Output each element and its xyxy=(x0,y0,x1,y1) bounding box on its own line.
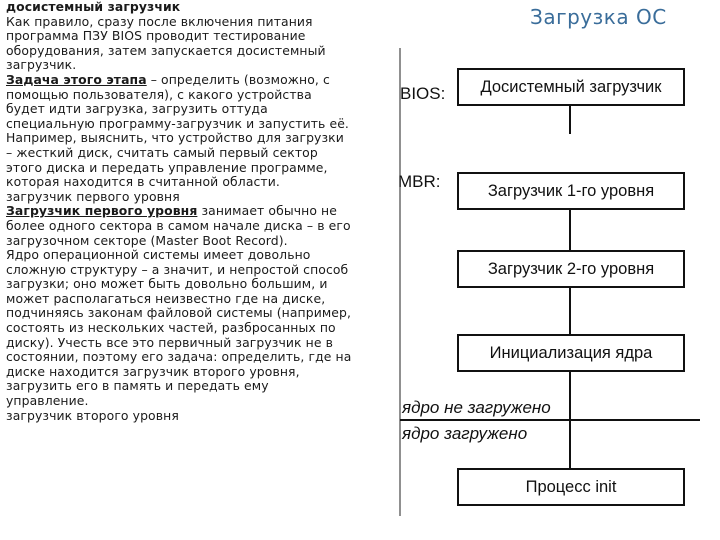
note-kernel-loaded: ядро загружено xyxy=(402,424,528,443)
note-kernel-not-loaded: ядро не загружено xyxy=(402,398,551,417)
text-column xyxy=(6,0,354,423)
paragraph-stage-task xyxy=(6,73,354,190)
paragraph-first-level xyxy=(6,204,354,248)
first-level-rest: занимает обычно не более одного сектора в самом начале диска – в его загрузочном секторе (Master Boot Record). xyxy=(6,203,351,248)
subheading-second-level: загрузчик второго уровня xyxy=(6,407,179,423)
stage-task-lead: Задача этого этапа xyxy=(6,71,147,87)
first-level-lead: Загрузчик первого уровня xyxy=(6,203,198,219)
box-second-level-loader: Загрузчик 2-го уровня xyxy=(457,250,685,288)
page-title: Загрузка ОС xyxy=(530,5,667,29)
stage-task-rest: – определить (возможно, с помощью пользователя), с какого устройства будет идти загрузка, загрузить оттуда специальную программу-загрузчик и запустить её. Например, выяснить, что устройство для загрузки – жесткий диск, считать самый первый сектор этого диска и передать управление программе, которая находится в считанной области. xyxy=(6,71,349,190)
box-init-process: Процесс init xyxy=(457,468,685,506)
box-kernel-init: Инициализация ядра xyxy=(457,334,685,372)
box-first-level-loader: Загрузчик 1-го уровня xyxy=(457,172,685,210)
box-pre-system-loader: Досистемный загрузчик xyxy=(457,68,685,106)
paragraph-kernel: Ядро операционной системы имеет довольно сложную структуру – а значит, и непростой способ загрузки; оно может быть довольно большим, и может располагаться неизвестно где на диске, подчиняясь законам файловой системы (например, состоять из нескольких частей, разбросанных по диску). Учесть все это первичный загрузчик не в состоянии, поэтому его задача: определить, где на диске находится загрузчик второго уровня, загрузить его в память и передать ему управление. xyxy=(6,247,352,409)
label-bios: BIOS: xyxy=(400,84,446,103)
boot-diagram xyxy=(394,48,700,516)
subheading-first-level: загрузчик первого уровня xyxy=(6,188,180,204)
section-heading: досистемный загрузчик xyxy=(6,0,181,14)
paragraph-bios: Как правило, сразу после включения питания программа ПЗУ BIOS проводит тестирование оборудования, затем запускается досистемный загрузчик. xyxy=(6,13,326,73)
label-mbr: MBR: xyxy=(398,172,441,191)
